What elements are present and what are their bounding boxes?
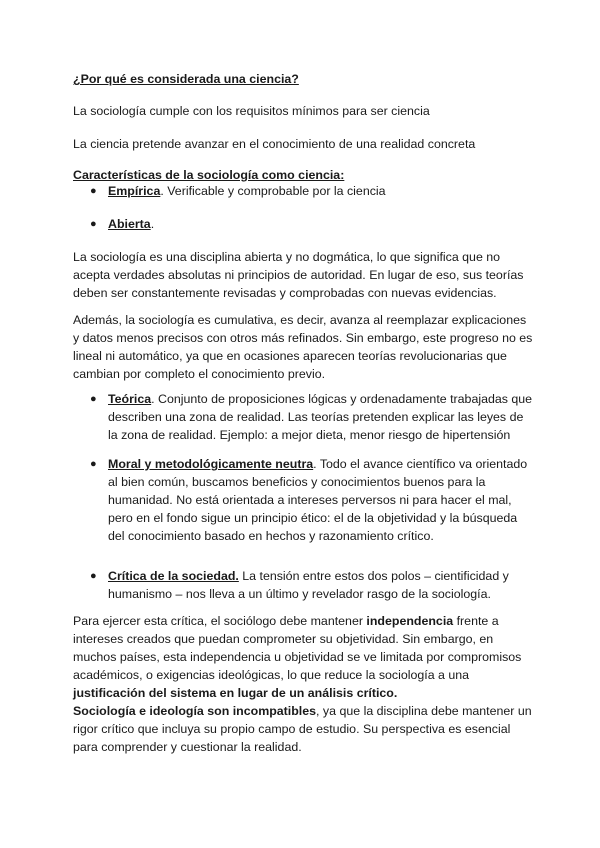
bullet-icon: ● [90,570,97,582]
independencia-text-a: Para ejercer esta crítica, el sociólogo debe mantener [73,614,367,628]
independencia-bold: independencia [366,614,454,628]
list-item-teorica [108,390,533,444]
ideologia-bold: Sociología e ideología son incompatibles [73,704,317,718]
term-abierta: Abierta [108,217,151,231]
ideologia-text: , ya que la disciplina debe mantener un rigor crítico que incluya su propio campo de estudio. Su perspectiva es esencial para comprender y cuestionar la realidad. [73,704,532,754]
section-title: ¿Por qué es considerada una ciencia? [73,72,299,86]
desc-empirica: . Verificable y comprobable por la ciencia [160,184,386,198]
paragraph-ideologia [73,702,533,756]
desc-teorica: . Conjunto de proposiciones lógicas y ordenadamente trabajadas que describen una zona de realidad. Las teorías pretenden explicar las leyes de la zona de realidad. Ejemplo: a mejor dieta, menor riesgo de hipertensión [108,392,533,442]
desc-moral: . Todo el avance científico va orientado al bien común, buscamos beneficios y conocimientos buenos para la humanidad. No está orientada a intereses perversos ni para hacer el mal, pero en el fondo sigue un principio ético: el de la objetividad y la búsqueda del conocimiento basado en hechos y razonamiento crítico. [108,457,528,543]
list-item-critica [108,567,533,603]
term-critica: Crítica de la sociedad. [108,569,239,583]
list-item-abierta [108,215,533,233]
desc-abierta: . [150,217,155,231]
desc-critica: La tensión entre estos dos polos – cientificidad y humanismo – nos lleva a un último y revelador rasgo de la sociología. [108,569,509,601]
independencia-conclusion-bold: justificación del sistema en lugar de un análisis crítico. [73,686,398,700]
paragraph-ciencia: La ciencia pretende avanzar en el conocimiento de una realidad concreta [73,137,476,151]
paragraph-independencia [73,612,533,702]
bullet-icon: ● [90,185,97,197]
bullet-icon: ● [90,458,97,470]
bullet-icon: ● [90,393,97,405]
paragraph-cumulativa: Además, la sociología es cumulativa, es decir, avanza al reemplazar explicaciones y datos menos precisos con otros más refinados. Sin embargo, este progreso no es lineal ni automático, ya que en ocasiones aparecen teorías revolucionarias que cambian por completo el conocimiento previo. [73,313,533,381]
term-empirica: Empírica [108,184,161,198]
term-moral: Moral y metodológicamente neutra [108,457,314,471]
characteristics-heading: Características de la sociología como ciencia: [73,168,345,182]
paragraph-requisitos: La sociología cumple con los requisitos mínimos para ser ciencia [73,104,430,118]
list-item-empirica [108,182,533,200]
independencia-text-c: frente a intereses creados que puedan comprometer su objetividad. Sin embargo, en muchos países, esta independencia u objetividad se ve limitada por compromisos académicos, o exigencias ideológicas, lo que reduce la sociología a una [73,614,522,682]
list-item-moral [108,455,533,545]
term-teorica: Teórica [108,392,152,406]
paragraph-abierta: La sociología es una disciplina abierta y no dogmática, lo que significa que no acepta verdades absolutas ni principios de autoridad. En lugar de eso, sus teorías deben ser constantemente revisadas y comprobadas con nuevas evidencias. [73,250,524,300]
bullet-icon: ● [90,218,97,230]
